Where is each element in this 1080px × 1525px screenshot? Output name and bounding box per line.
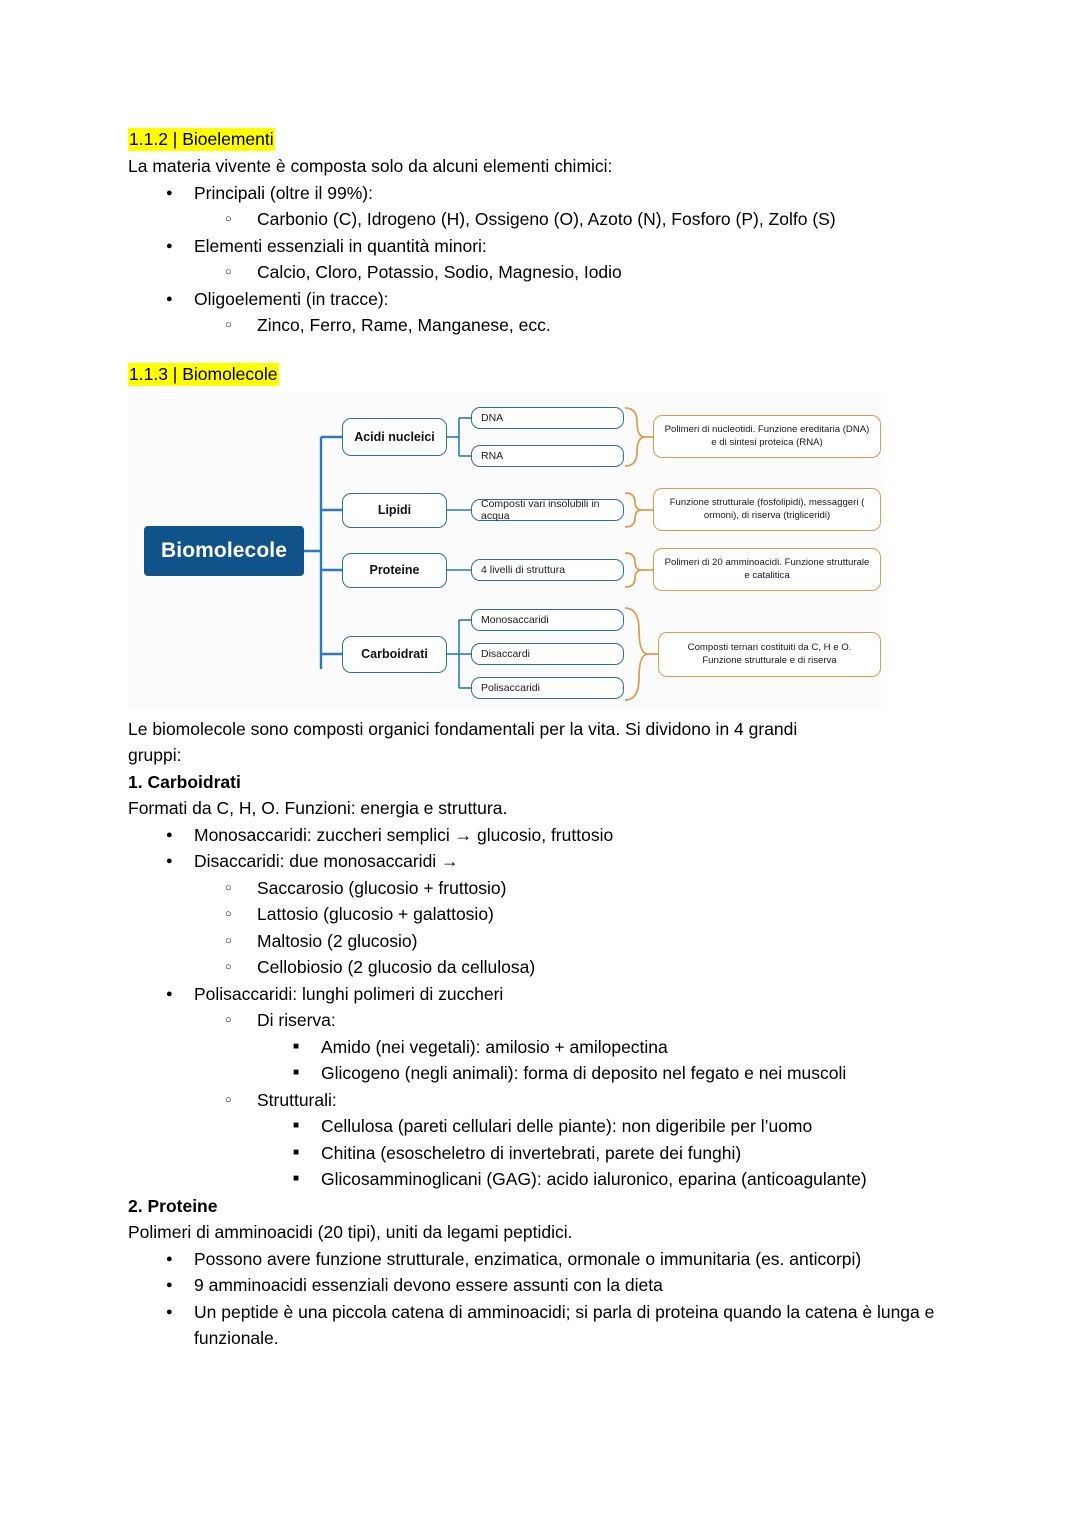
diagram-subitem-label: Disaccardi [481, 647, 531, 660]
diagram-subitem-label: DNA [481, 411, 504, 424]
list-item [128, 981, 960, 1193]
diagram-root-label: Biomolecole [161, 538, 287, 562]
section-heading-bioelementi-text: 1.1.2 | Bioelementi [129, 129, 274, 149]
section-heading-biomolecole [128, 361, 960, 387]
heading-carboidrati: 1. Carboidrati [128, 771, 241, 792]
diagram-category-label: Proteine [369, 563, 420, 577]
strutturali-item: ■ Chitina (esoscheletro di invertebrati, parete dei funghi) [321, 1140, 960, 1167]
disaccaride-item: ○ Saccarosio (glucosio + fruttosio) [257, 875, 960, 902]
riserva-item: ■ Glicogeno (negli animali): forma di deposito nel fegato e nei muscoli [321, 1060, 960, 1087]
list-item [194, 1087, 960, 1193]
diagram-description-label: Funzione strutturale (fosfolipidi), messaggeri ( ormoni), di riserva (trigliceridi) [669, 497, 865, 521]
disaccaride-item: ○ Lattosio (glucosio + galattosio) [257, 901, 960, 928]
diagram-description-acidi-nucleici [653, 415, 881, 458]
proteine-item: ● 9 amminoacidi essenziali devono essere assunti con la dieta [194, 1272, 960, 1299]
diagram-subitem-lipidi [471, 499, 624, 521]
proteine-list [128, 1246, 960, 1352]
diagram-description-label: Composti ternari costituiti da C, H e O. Funzione strutturale e di riserva [687, 642, 852, 666]
polisaccaridi-sublist [194, 1007, 960, 1193]
diagram-category-acidi-nucleici [342, 418, 447, 456]
section-spacer [128, 339, 960, 361]
list-item [128, 233, 960, 286]
polisaccaridi-strutturali-label: ○ Strutturali: [257, 1087, 960, 1114]
diagram-subitem-dna [471, 407, 624, 429]
list-item [257, 1166, 960, 1193]
bioelementi-sublist [194, 312, 960, 339]
biomolecole-intro-line2: gruppi: [128, 745, 182, 765]
bioelementi-item-label: ● Elementi essenziali in quantità minori: [194, 233, 960, 260]
list-item [194, 875, 960, 902]
diagram-category-label: Acidi nucleici [354, 429, 435, 444]
list-item [194, 901, 960, 928]
carboidrati-poli-label: ● Polisaccaridi: lunghi polimeri di zuccheri [194, 981, 960, 1008]
list-item [194, 259, 960, 286]
disaccaridi-sublist [194, 875, 960, 981]
bioelementi-subitem-label: ○ Calcio, Cloro, Potassio, Sodio, Magnesio, Iodio [257, 259, 960, 286]
diagram-subitem-disaccardi [471, 643, 624, 665]
diagram-subitem-label: Polisaccaridi [481, 681, 540, 694]
bioelementi-item-label: ● Oligoelementi (in tracce): [194, 286, 960, 313]
list-item [257, 1034, 960, 1061]
document-content [128, 126, 960, 1352]
bioelementi-intro: La materia vivente è composta solo da alcuni elementi chimici: [128, 156, 613, 176]
riserva-sublist [257, 1034, 960, 1087]
disaccaride-item: ○ Maltosio (2 glucosio) [257, 928, 960, 955]
list-item [128, 822, 960, 849]
list-item [257, 1060, 960, 1087]
biomolecole-diagram [129, 392, 881, 710]
diagram-subitem-label: Monosaccaridi [481, 613, 549, 626]
biomolecole-intro-line1: Le biomolecole sono composti organici fondamentali per la vita. Si dividono in 4 grandi [128, 718, 798, 739]
list-item [194, 206, 960, 233]
list-item [128, 1246, 960, 1273]
riserva-item: ■ Amido (nei vegetali): amilosio + amilopectina [321, 1034, 960, 1061]
strutturali-item: ■ Glicosamminoglicani (GAG): acido ialuronico, eparina (anticoagulante) [321, 1166, 960, 1193]
diagram-description-proteine [653, 548, 881, 591]
diagram-category-carboidrati [342, 636, 447, 673]
list-item [257, 1140, 960, 1167]
bioelementi-sublist [194, 206, 960, 233]
bioelementi-subitem-label: ○ Carbonio (C), Idrogeno (H), Ossigeno (O), Azoto (N), Fosforo (P), Zolfo (S) [257, 206, 960, 233]
heading-proteine: 2. Proteine [128, 1195, 218, 1216]
list-item [128, 180, 960, 233]
bioelementi-subitem-label: ○ Zinco, Ferro, Rame, Manganese, ecc. [257, 312, 960, 339]
bioelementi-item-label: ● Principali (oltre il 99%): [194, 180, 960, 207]
proteine-intro: Polimeri di amminoacidi (20 tipi), uniti da legami peptidici. [128, 1222, 573, 1242]
list-item [194, 954, 960, 981]
section-heading-bioelementi [128, 126, 960, 152]
diagram-subitem-label: Composti vari insolubili in acqua [481, 497, 600, 522]
diagram-description-carboidrati [658, 632, 881, 677]
proteine-item: ● Possono avere funzione strutturale, enzimatica, ormonale o immunitaria (es. anticorpi) [194, 1246, 960, 1273]
carboidrati-mono-label: ● Monosaccaridi: zuccheri semplici → glucosio, fruttosio [194, 822, 960, 849]
list-item [128, 286, 960, 339]
strutturali-item: ■ Cellulosa (pareti cellulari delle piante): non digeribile per l’uomo [321, 1113, 960, 1140]
list-item [194, 928, 960, 955]
diagram-description-label: Polimeri di nucleotidi. Funzione ereditaria (DNA) e di sintesi proteica (RNA) [664, 424, 870, 448]
diagram-description-lipidi [653, 488, 881, 531]
carboidrati-di-label: ● Disaccaridi: due monosaccaridi → [194, 848, 960, 875]
carboidrati-intro: Formati da C, H, O. Funzioni: energia e struttura. [128, 798, 508, 818]
diagram-subitem-monosaccaridi [471, 609, 624, 631]
list-item [194, 312, 960, 339]
list-item [194, 1007, 960, 1087]
carboidrati-list [128, 822, 960, 1193]
disaccaride-item: ○ Cellobiosio (2 glucosio da cellulosa) [257, 954, 960, 981]
diagram-subitem-polisaccaridi [471, 677, 624, 699]
list-item [257, 1113, 960, 1140]
bioelementi-sublist [194, 259, 960, 286]
diagram-category-label: Lipidi [377, 503, 412, 517]
diagram-category-label: Carboidrati [361, 647, 428, 661]
list-item [128, 1272, 960, 1299]
list-item [128, 848, 960, 981]
strutturali-sublist [257, 1113, 960, 1193]
polisaccaridi-riserva-label: ○ Di riserva: [257, 1007, 960, 1034]
diagram-root-node [144, 526, 304, 576]
diagram-category-proteine [342, 553, 447, 588]
proteine-item: ● Un peptide è una piccola catena di amminoacidi; si parla di proteina quando la catena è lunga e funzionale. [194, 1299, 960, 1352]
diagram-category-lipidi [342, 493, 447, 528]
bioelementi-list [128, 180, 960, 339]
list-item [128, 1299, 960, 1352]
diagram-description-label: Polimeri di 20 amminoacidi. Funzione strutturale e catalitica [664, 557, 870, 581]
diagram-subitem-label: RNA [481, 449, 504, 462]
diagram-subitem-proteine [471, 559, 624, 581]
section-heading-biomolecole-text: 1.1.3 | Biomolecole [129, 363, 278, 384]
diagram-subitem-rna [471, 445, 624, 467]
diagram-subitem-label: 4 livelli di struttura [481, 563, 566, 576]
